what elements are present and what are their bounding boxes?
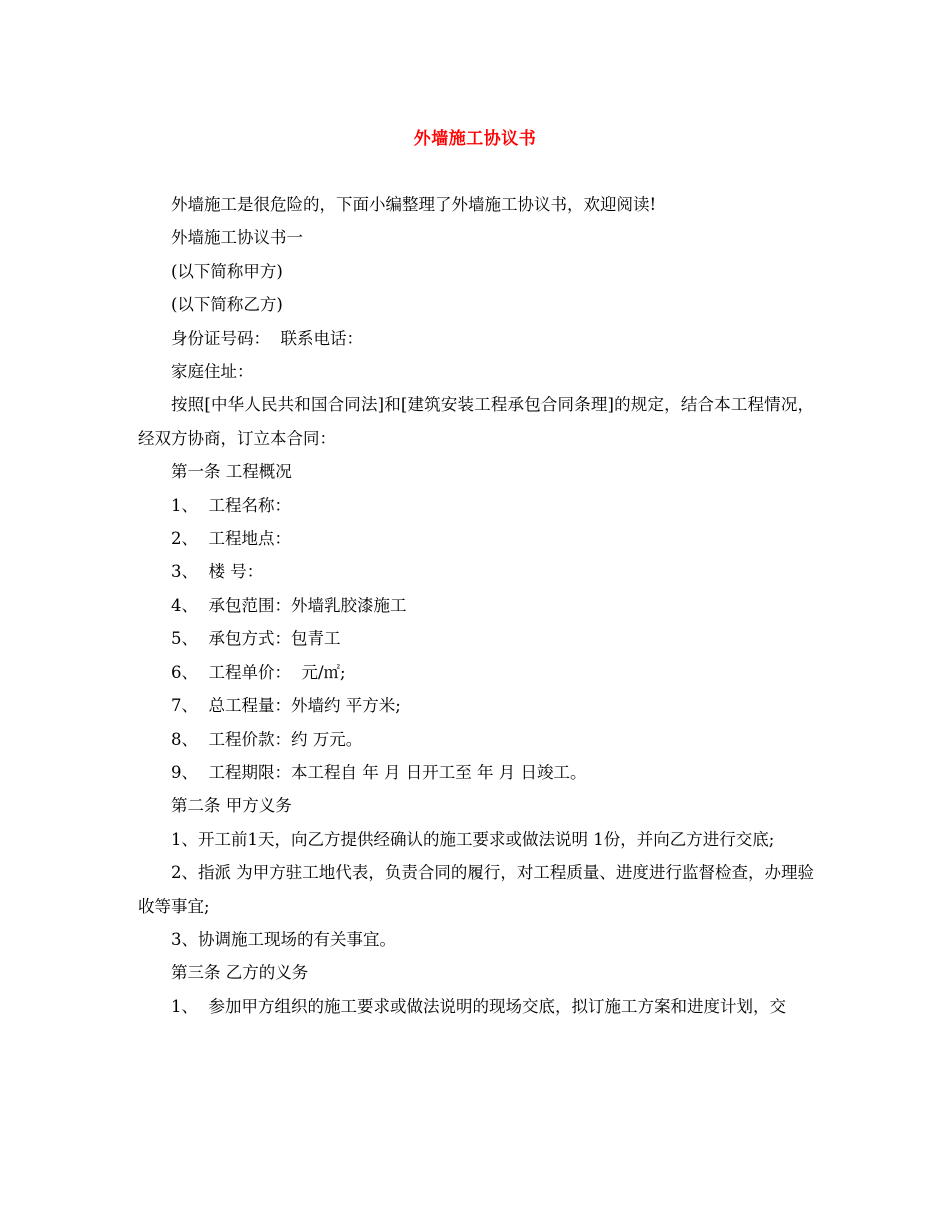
list-item: 3、协调施工现场的有关事宜。 [171,929,396,949]
list-item: 4、 承包范围：外墙乳胶漆施工 [171,595,407,615]
list-item: 8、 工程价款：约 万元。 [171,729,363,749]
paragraph-party-b: (以下简称乙方) [171,295,283,315]
paragraph-id-phone: 身份证号码： 联系电话： [171,328,363,348]
section-heading-3: 第三条 乙方的义务 [171,963,309,983]
section-heading-2: 第二条 甲方义务 [171,796,292,816]
paragraph-address: 家庭住址： [171,362,254,382]
paragraph-agreement-one: 外墙施工协议书一 [171,228,303,248]
list-item: 5、 承包方式：包青工 [171,629,341,649]
list-item: 6、 工程单价： 元/㎡; [171,662,346,682]
document-title: 外墙施工协议书 [413,129,537,149]
list-item: 2、 工程地点： [171,529,291,549]
list-item: 2、指派 为甲方驻工地代表，负责合同的履行，对工程质量、进度进行监督检查，办理验收等事宜; [138,863,814,916]
list-item: 3、 楼 号： [171,562,264,582]
list-item: 7、 总工程量：外墙约 平方米; [171,696,401,716]
paragraph-intro: 外墙施工是很危险的，下面小编整理了外墙施工协议书，欢迎阅读! [171,195,657,214]
list-item: 1、开工前1天，向乙方提供经确认的施工要求或做法说明 1份，并向乙方进行交底; [171,829,775,849]
list-item: 1、 工程名称： [171,495,291,515]
document-body [138,188,814,1023]
paragraph-legal-basis: 按照[中华人民共和国合同法]和[建筑安装工程承包合同条理]的规定，结合本工程情况，经双方协商，订立本合同： [138,395,814,448]
list-item: 9、 工程期限：本工程自 年 月 日开工至 年 月 日竣工。 [171,762,587,782]
section-heading-1: 第一条 工程概况 [171,462,292,482]
paragraph-party-a: (以下简称甲方) [171,261,283,281]
list-item: 1、 参加甲方组织的施工要求或做法说明的现场交底，拟订施工方案和进度计划，交 [171,996,786,1016]
